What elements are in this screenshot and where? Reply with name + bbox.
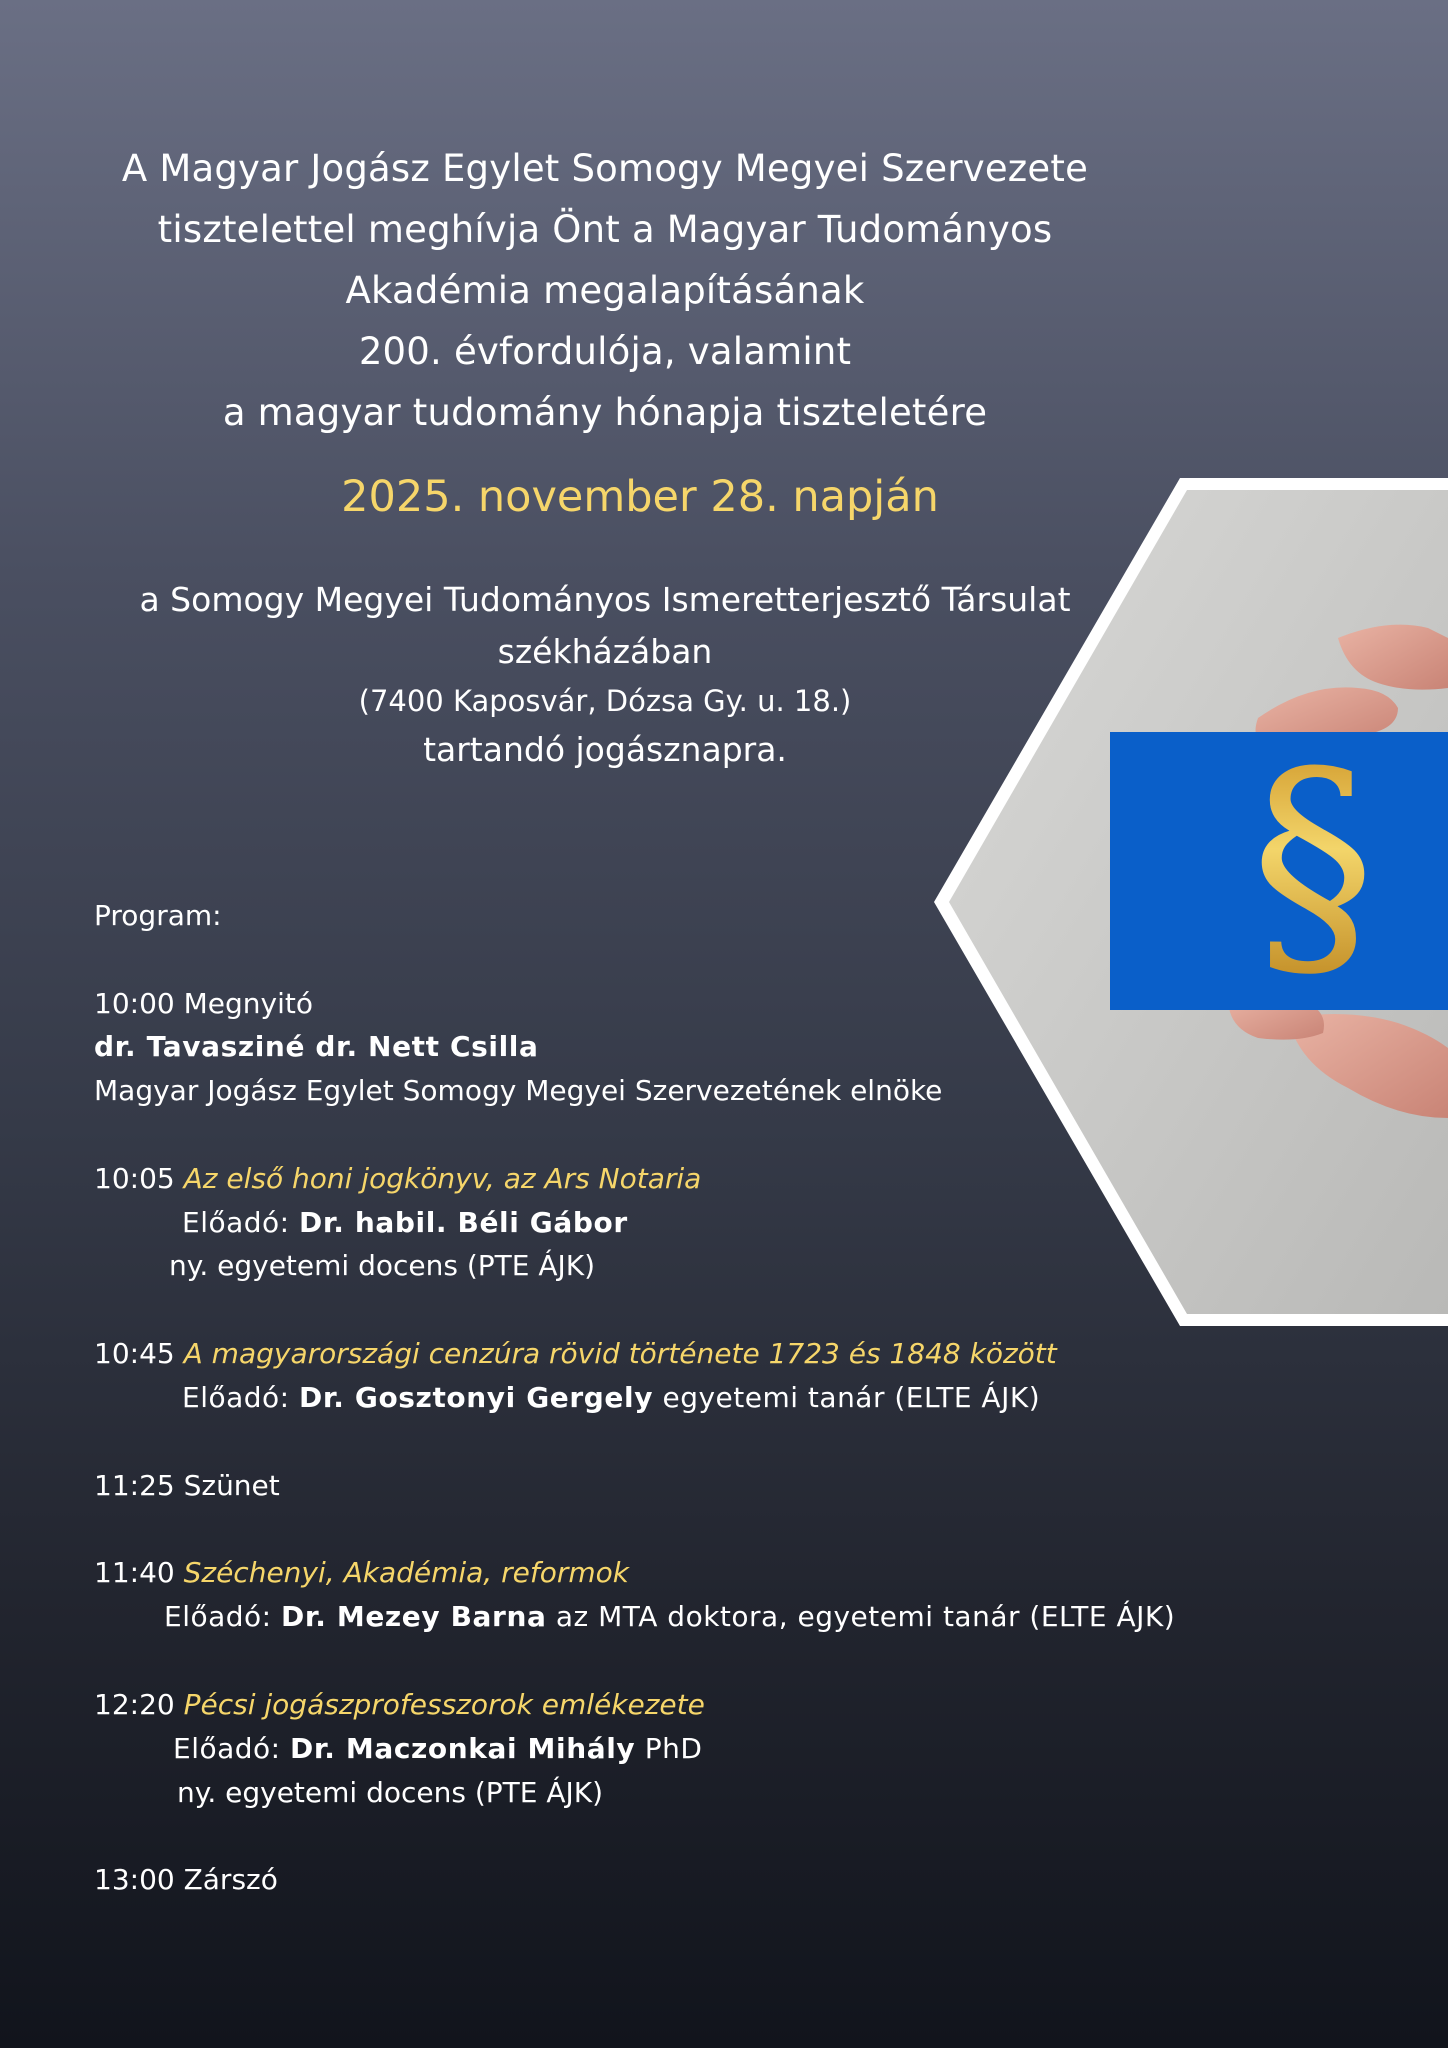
talk-2-heading (94, 1334, 1057, 1374)
program-heading: Program: (94, 899, 222, 932)
header-line: tisztelettel meghívja Önt a Magyar Tudományos (157, 208, 1053, 251)
talk-1-speaker-line (182, 1203, 628, 1243)
venue-line: tartandó jogásznapra. (423, 730, 787, 769)
speaker-role: az MTA doktora, egyetemi tanár (ELTE ÁJK) (555, 1600, 1176, 1633)
opening-speaker: dr. Tavasziné dr. Nett Csilla (94, 1030, 539, 1063)
opening-role: Magyar Jogász Egylet Somogy Megyei Szervezetének elnöke (94, 1074, 943, 1107)
talk-4-role: ny. egyetemi docens (PTE ÁJK) (177, 1776, 604, 1809)
talk-time: 12:20 (94, 1688, 175, 1721)
break-item: 11:25 Szünet (94, 1469, 280, 1502)
venue-line: a Somogy Megyei Tudományos Ismeretterjesztő Társulat (139, 580, 1071, 619)
talk-3-heading (94, 1553, 629, 1593)
speaker-name: Dr. habil. Béli Gábor (299, 1206, 628, 1239)
speaker-label: Előadó: (182, 1381, 290, 1414)
paragraph-sign-icon: § (1250, 718, 1376, 1009)
talk-time: 10:05 (94, 1162, 175, 1195)
speaker-name: Dr. Maczonkai Mihály (290, 1732, 636, 1765)
speaker-label: Előadó: (182, 1206, 290, 1239)
talk-title: Pécsi jogászprofesszorok emlékezete (183, 1688, 705, 1721)
hexagon-photo-graphic (928, 478, 1448, 1326)
talk-4-heading (94, 1685, 705, 1725)
venue-address: (7400 Kaposvár, Dózsa Gy. u. 18.) (358, 684, 852, 718)
talk-title: Az első honi jogkönyv, az Ars Notaria (183, 1162, 702, 1195)
opening-time-title: 10:00 Megnyitó (94, 987, 313, 1020)
header-line: Akadémia megalapításának (345, 269, 865, 312)
speaker-label: Előadó: (164, 1600, 272, 1633)
talk-time: 11:40 (94, 1556, 175, 1589)
talk-2-speaker-line (182, 1378, 1040, 1418)
talk-title: Széchenyi, Akadémia, reformok (183, 1556, 629, 1589)
talk-time: 10:45 (94, 1337, 175, 1370)
speaker-suffix: PhD (644, 1732, 703, 1765)
speaker-name: Dr. Mezey Barna (281, 1600, 547, 1633)
talk-1-heading (94, 1159, 701, 1199)
speaker-role: egyetemi tanár (ELTE ÁJK) (662, 1381, 1041, 1414)
invitation-header (90, 138, 1120, 443)
talk-1-role: ny. egyetemi docens (PTE ÁJK) (169, 1249, 596, 1282)
closing-item: 13:00 Zárszó (94, 1863, 278, 1896)
speaker-name: Dr. Gosztonyi Gergely (299, 1381, 654, 1414)
talk-3-speaker-line (164, 1597, 1175, 1637)
header-line: a magyar tudomány hónapja tiszteletére (222, 391, 988, 434)
venue-line: székházában (497, 632, 713, 671)
talk-title: A magyarországi cenzúra rövid története 1723 és 1848 között (183, 1337, 1057, 1370)
speaker-label: Előadó: (173, 1732, 281, 1765)
talk-4-speaker-line (173, 1729, 702, 1769)
hexagon-photo (928, 478, 1448, 1326)
event-date: 2025. november 28. napján (341, 472, 939, 522)
header-line: 200. évfordulója, valamint (358, 330, 852, 373)
header-line: A Magyar Jogász Egylet Somogy Megyei Szervezete (121, 147, 1089, 190)
